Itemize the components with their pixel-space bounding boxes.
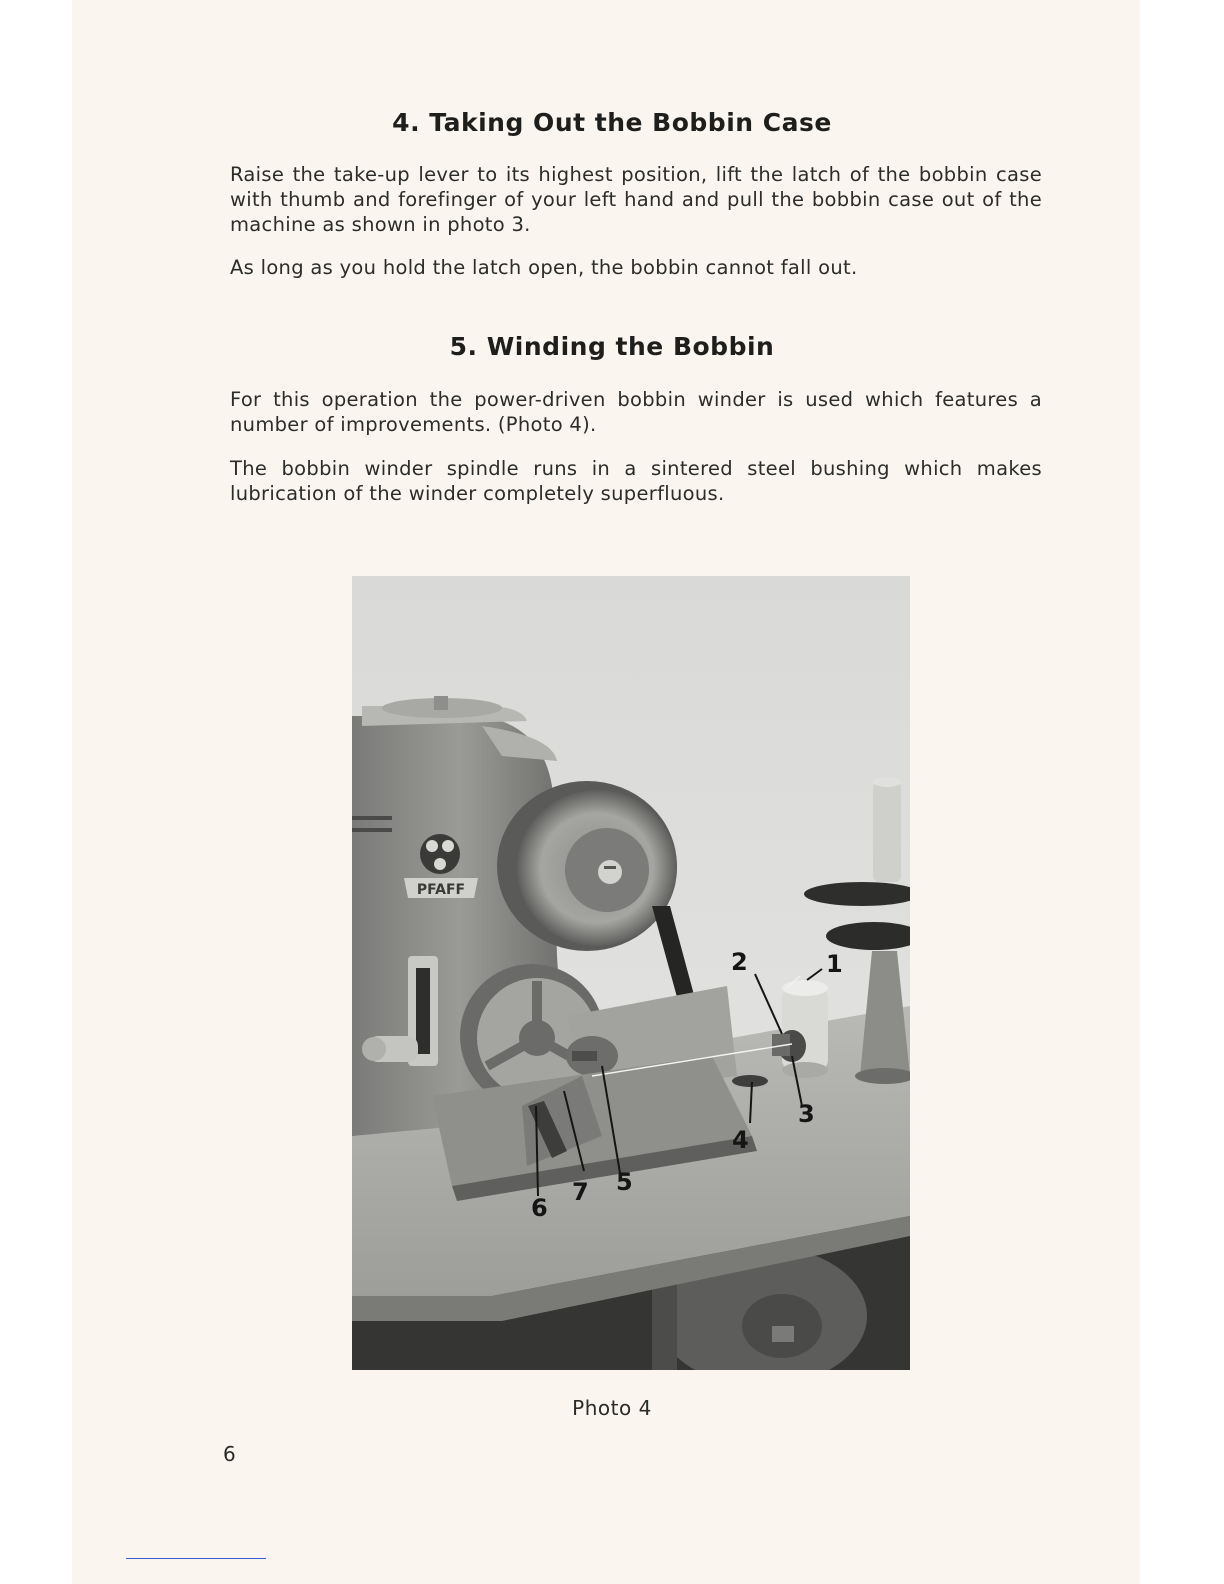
section-4-paragraph-1: Raise the take-up lever to its highest position, lift the latch of the bobbin case with thumb and forefinger of your left hand and pull the bobbin case out of the machine as shown in photo 3. <box>230 163 1042 236</box>
pfaff-brand-mark: PFAFF <box>416 882 466 898</box>
section-4-heading: 4. Taking Out the Bobbin Case <box>392 108 832 137</box>
photo-caption: Photo 4 <box>572 1396 652 1420</box>
section-5-heading: 5. Winding the Bobbin <box>449 332 775 361</box>
section-5-paragraph-2: The bobbin winder spindle runs in a sintered steel bushing which makes lubrication of the winder completely superfluous. <box>230 457 1042 505</box>
callout-4: 4 <box>732 1126 749 1154</box>
footer-line-artifact <box>126 1558 266 1559</box>
callout-1: 1 <box>826 950 843 978</box>
photo-illustration <box>352 576 910 1370</box>
section-4-paragraph-2: As long as you hold the latch open, the bobbin cannot fall out. <box>230 256 858 279</box>
callout-2: 2 <box>731 948 748 976</box>
section-5-paragraph-1: For this operation the power-driven bobbin winder is used which features a number of improvements. (Photo 4). <box>230 388 1042 436</box>
page-number: 6 <box>223 1442 236 1466</box>
callout-5: 5 <box>616 1168 633 1196</box>
callout-7: 7 <box>572 1178 589 1206</box>
callout-6: 6 <box>531 1194 548 1222</box>
callout-3: 3 <box>798 1100 815 1128</box>
photo-4-sewing-machine <box>352 576 910 1370</box>
